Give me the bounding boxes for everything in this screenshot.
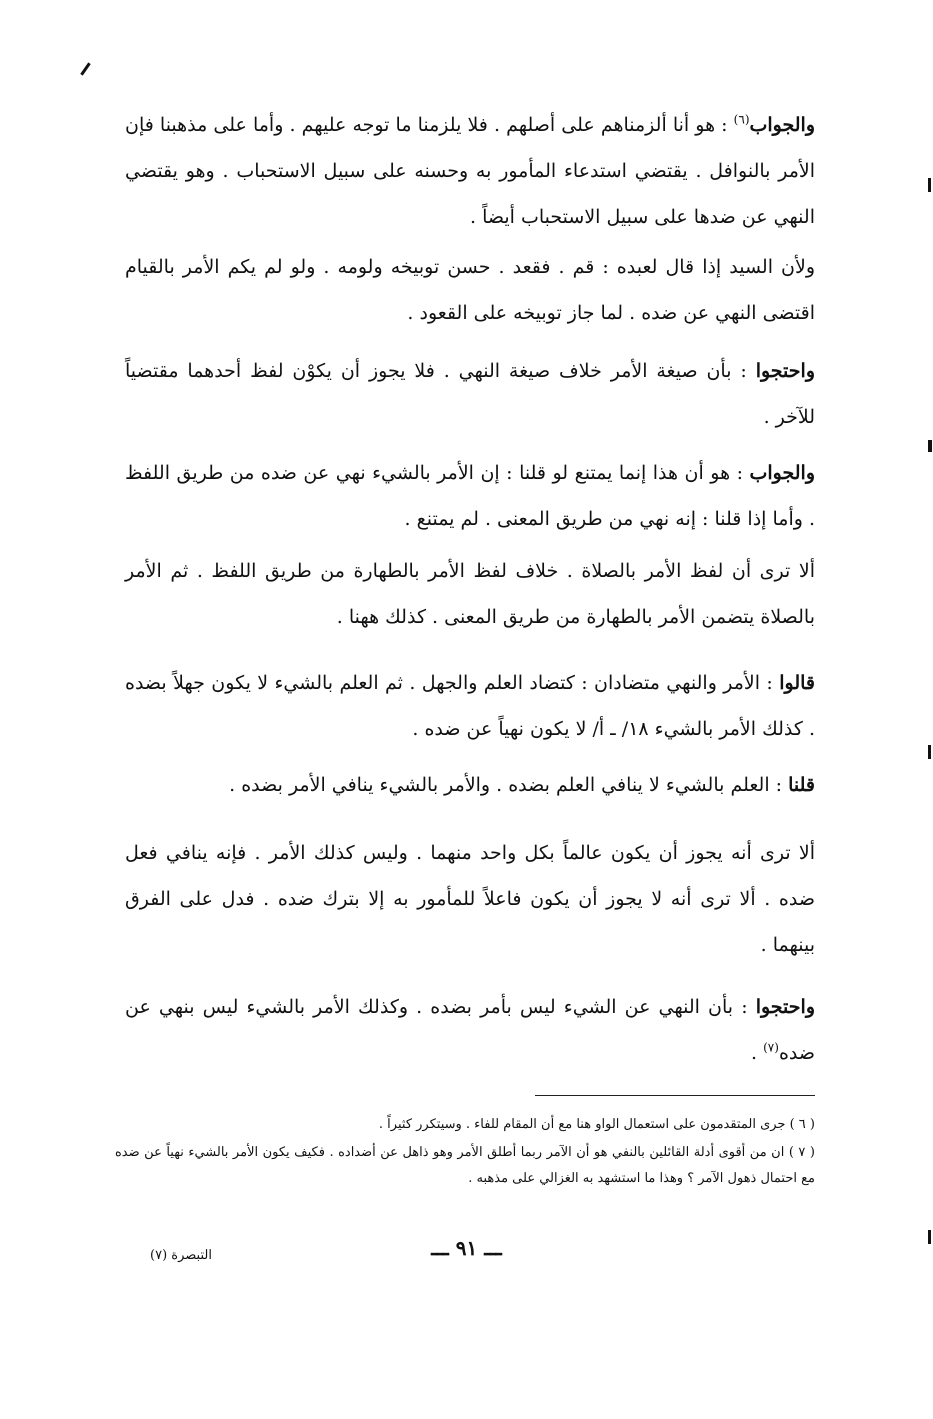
paragraph-text: : هو أنا ألزمناهم على أصلهم . فلا يلزمنا ما توجه عليهم . وأما على مذهبنا فإن الأمر بالنوافل . يقتضي استدعاء المأمور به وحسنه على سبيل الاستحباب . وهو يقتضي النهي عن ضدها على سبيل الاستحباب أيضاً .: [125, 114, 815, 228]
margin-mark: [928, 178, 931, 192]
footnote-7: ( ٧ ) ان من أقوى أدلة القائلين بالنفي هو أن الآمر ربما أطلق الأمر وهو ذاهل عن أضداده . فكيف يكون الأمر بالشيء نهياً عن ضده مع احتمال ذهول الآمر ؟ وهذا ما استشهد به الغزالي على مذهبه .: [115, 1145, 815, 1186]
paragraph-text: ولأن السيد إذا قال لعبده : قم . فقعد . حسن توبيخه ولومه . ولو لم يكم الأمر بالقيام اقتضى النهي عن ضده . لما جاز توبيخه على القعود .: [125, 256, 815, 324]
paragraph-text: : الأمر والنهي متضادان : كتضاد العلم والجهل . ثم العلم بالشيء لا يكون جهلاً بضده . كذلك الأمر بالشيء ١٨/ ـ أ/ لا يكون نهياً عن ضده .: [125, 672, 815, 740]
paragraph-tail: .: [751, 1042, 764, 1064]
paragraph-text: : هو أن هذا إنما يمتنع لو قلنا : إن الأمر بالشيء نهي عن ضده من طريق اللفظ . وأما إذا قلنا : إنه نهي من طريق المعنى . لم يمتنع .: [125, 462, 815, 530]
footnote-ref: (٧): [763, 1040, 779, 1055]
paragraph-3: [125, 348, 815, 440]
paragraph-1: [125, 102, 815, 240]
signature-mark: التبصرة (٧): [150, 1248, 212, 1263]
paragraph-7: [125, 762, 815, 808]
paragraph-lead: واحتجوا: [755, 996, 815, 1018]
paragraph-6: [125, 660, 815, 752]
margin-mark: [928, 440, 932, 452]
paragraph-text: : بأن صيغة الأمر خلاف صيغة النهي . فلا يجوز أن يكوْن لفظ أحدهما مقتضياً للآخر .: [125, 360, 815, 428]
footnote-rule: [535, 1095, 815, 1096]
paragraph-text: ألا ترى أنه يجوز أن يكون عالماً بكل واحد منهما . وليس كذلك الأمر . فإنه ينافي فعل ضده . ألا ترى أنه لا يجوز أن يكون فاعلاً للمأمور به إلا بترك ضده . فدل على الفرق بينهما .: [125, 842, 815, 956]
paragraph-lead: قالوا: [779, 672, 815, 694]
paragraph-lead: واحتجوا: [755, 360, 815, 382]
paragraph-text: : العلم بالشيء لا ينافي العلم بضده . والأمر بالشيء ينافي الأمر بضده .: [229, 774, 789, 796]
paragraph-9: [125, 984, 815, 1076]
paragraph-8: [125, 830, 815, 968]
paragraph-text: ألا ترى أن لفظ الأمر بالصلاة . خلاف لفظ الأمر بالطهارة من طريق اللفظ . ثم الأمر بالصلاة يتضمن الأمر بالطهارة من طريق المعنى . كذلك ههنا .: [125, 560, 815, 628]
page-number: ـــ ٩١ ـــ: [431, 1236, 502, 1260]
paragraph-4: [125, 450, 815, 542]
paragraph-lead: قلنا: [788, 774, 815, 796]
corner-mark: [80, 62, 90, 75]
footnote-ref: (٦): [733, 112, 750, 127]
paragraph-text: : بأن النهي عن الشيء ليس بأمر بضده . وكذلك الأمر بالشيء ليس بنهي عن ضده: [125, 996, 815, 1064]
paragraph-2: [125, 244, 815, 336]
margin-mark: [928, 745, 931, 759]
paragraph-lead: والجواب: [749, 462, 815, 484]
paragraph-5: [125, 548, 815, 640]
paragraph-lead: والجواب: [749, 114, 815, 136]
footnote-6: ( ٦ ) جرى المتقدمون على استعمال الواو هنا مع أن المقام للفاء . وسيتكرر كثيراً .: [378, 1117, 815, 1132]
